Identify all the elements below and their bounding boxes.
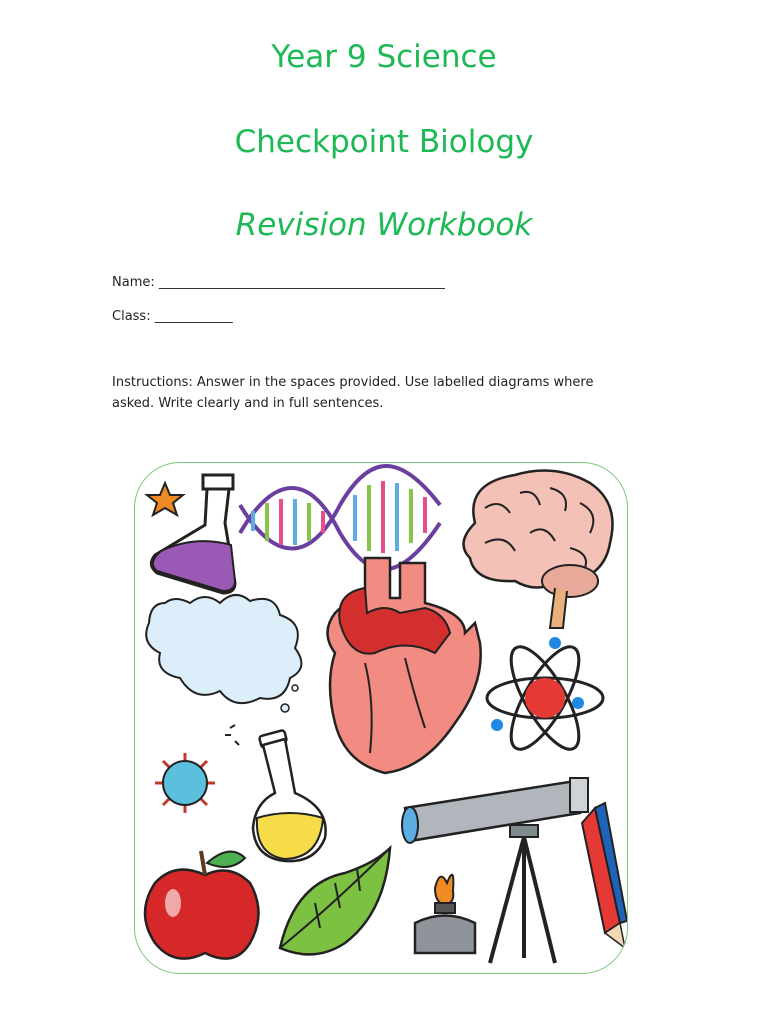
illustration-panel bbox=[134, 462, 628, 974]
heart-icon bbox=[328, 558, 481, 773]
title-subject: Checkpoint Biology bbox=[234, 124, 534, 160]
name-field[interactable]: Name: ____________________________________________ bbox=[112, 275, 445, 290]
leaf-icon bbox=[280, 848, 390, 954]
brain-icon bbox=[464, 471, 613, 629]
instructions-text: Instructions: Answer in the spaces provided. Use labelled diagrams where asked. Write clearly and in full sentences. bbox=[112, 375, 594, 411]
virus-icon bbox=[155, 753, 215, 813]
star-icon bbox=[147, 483, 183, 515]
title-workbook: Revision Workbook bbox=[235, 207, 533, 243]
apple-icon bbox=[145, 851, 259, 959]
class-field[interactable]: Class: ____________ bbox=[112, 309, 233, 324]
round-flask-icon bbox=[253, 730, 326, 861]
atom-icon bbox=[487, 637, 603, 758]
dna-icon bbox=[240, 466, 440, 569]
pencil-icon bbox=[582, 803, 627, 948]
title-year: Year 9 Science bbox=[271, 39, 497, 75]
smoke-cloud-icon bbox=[146, 595, 301, 745]
burner-icon bbox=[415, 875, 475, 953]
